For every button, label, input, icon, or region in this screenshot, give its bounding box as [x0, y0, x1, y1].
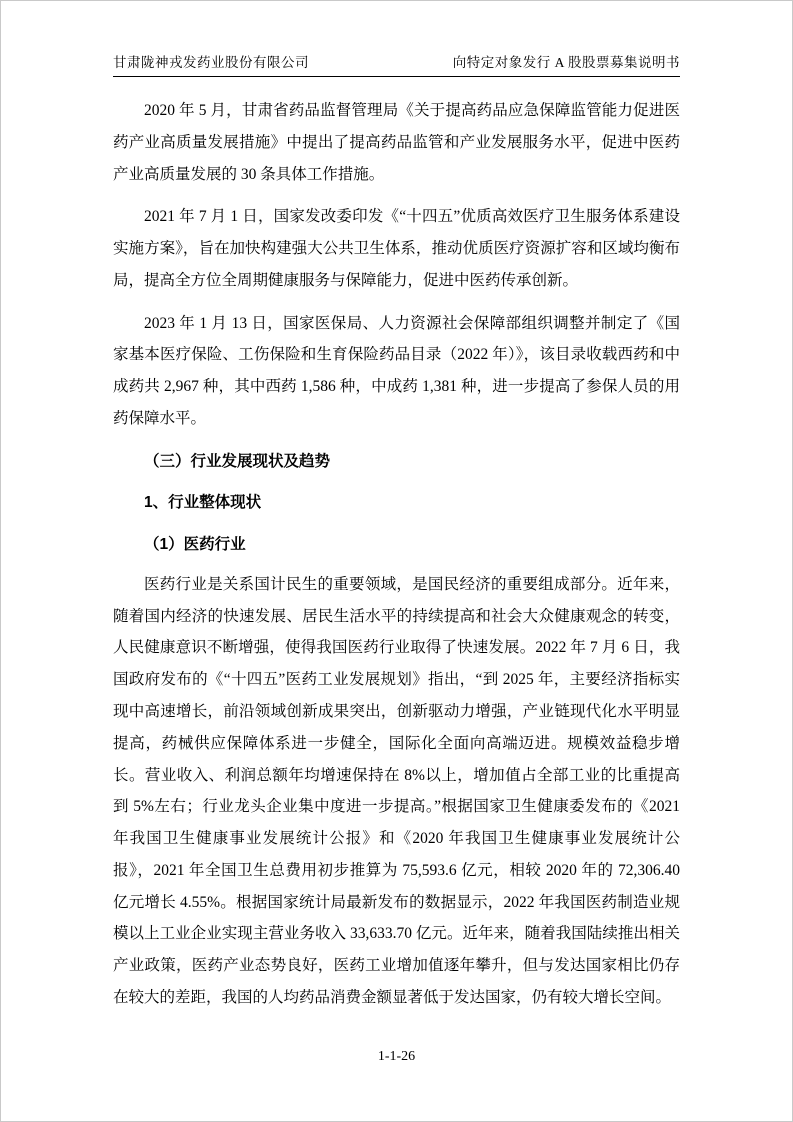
page-header [113, 51, 680, 77]
subsection-heading-industry-overview: 1、行业整体现状 [144, 494, 262, 512]
paragraph-policy-2021: 2021 年 7 月 1 日，国家发改委印发《“十四五”优质高效医疗卫生服务体系建设实施方案》，旨在加快构建强大公共卫生体系，推动优质医疗资源扩容和区域均衡布局，提高全方位全周期健康服务与保障能力，促进中医药传承创新。 [113, 208, 680, 289]
paragraph-policy-2020: 2020 年 5 月，甘肃省药品监督管理局《关于提高药品应急保障监管能力促进医药产业高质量发展措施》中提出了提高药品监管和产业发展服务水平，促进中医药产业高质量发展的 30 条具体工作措施。 [113, 102, 680, 183]
paragraph-policy-2023: 2023 年 1 月 13 日，国家医保局、人力资源社会保障部组织调整并制定了《国家基本医疗保险、工伤保险和生育保险药品目录（2022 年）》，该目录收载西药和中成药共 2,967 种，其中西药 1,586 种，中成药 1,381 种，进一步提高了参保人员的用药保障水平。 [113, 314, 680, 427]
paragraph-pharma-industry-overview: 医药行业是关系国计民生的重要领域，是国民经济的重要组成部分。近年来，随着国内经济的快速发展、居民生活水平的持续提高和社会大众健康观念的转变，人民健康意识不断增强，使得我国医药行业取得了快速发展。2022 年 7 月 6 日，我国政府发布的《“十四五”医药工业发展规划》指出，“到 2025 年，主要经济指标实现中高速增长，前沿领域创新成果突出，创新驱动力增强，产业链现代化水平明显提高，药械供应保障体系进一步健全，国际化全面向高端迈进。规模效益稳步增长。营业收入、利润总额年均增速保持在 8%以上，增加值占全部工业的比重提高到 5%左右；行业龙头企业集中度进一步提高。”根据国家卫生健康委发布的《2021 年我国卫生健康事业发展统计公报》和《2020 年我国卫生健康事业发展统计公报》，2021 年全国卫生总费用初步推算为 75,593.6 亿元，相较 2020 年的 72,306.40 亿元增长 4.55%。根据国家统计局最新发布的数据显示，2022 年我国医药制造业规模以上工业企业实现主营业务收入 33,633.70 亿元。近年来，随着我国陆续推出相关产业政策，医药产业态势良好，医药工业增加值逐年攀升，但与发达国家相比仍存在较大的差距，我国的人均药品消费金额显著低于发达国家，仍有较大增长空间。 [113, 575, 680, 1006]
header-company-name: 甘肃陇神戎发药业股份有限公司 [113, 55, 309, 70]
section-heading-industry-trends: （三）行业发展现状及趋势 [144, 452, 331, 470]
page-number: 1-1-26 [377, 1049, 416, 1064]
header-document-title: 向特定对象发行 A 股股票募集说明书 [452, 55, 680, 70]
page-content [1, 1, 792, 1014]
page-footer [1, 1049, 792, 1065]
document-body [113, 77, 680, 1014]
subsection-heading-pharma-industry: （1）医药行业 [144, 536, 246, 554]
